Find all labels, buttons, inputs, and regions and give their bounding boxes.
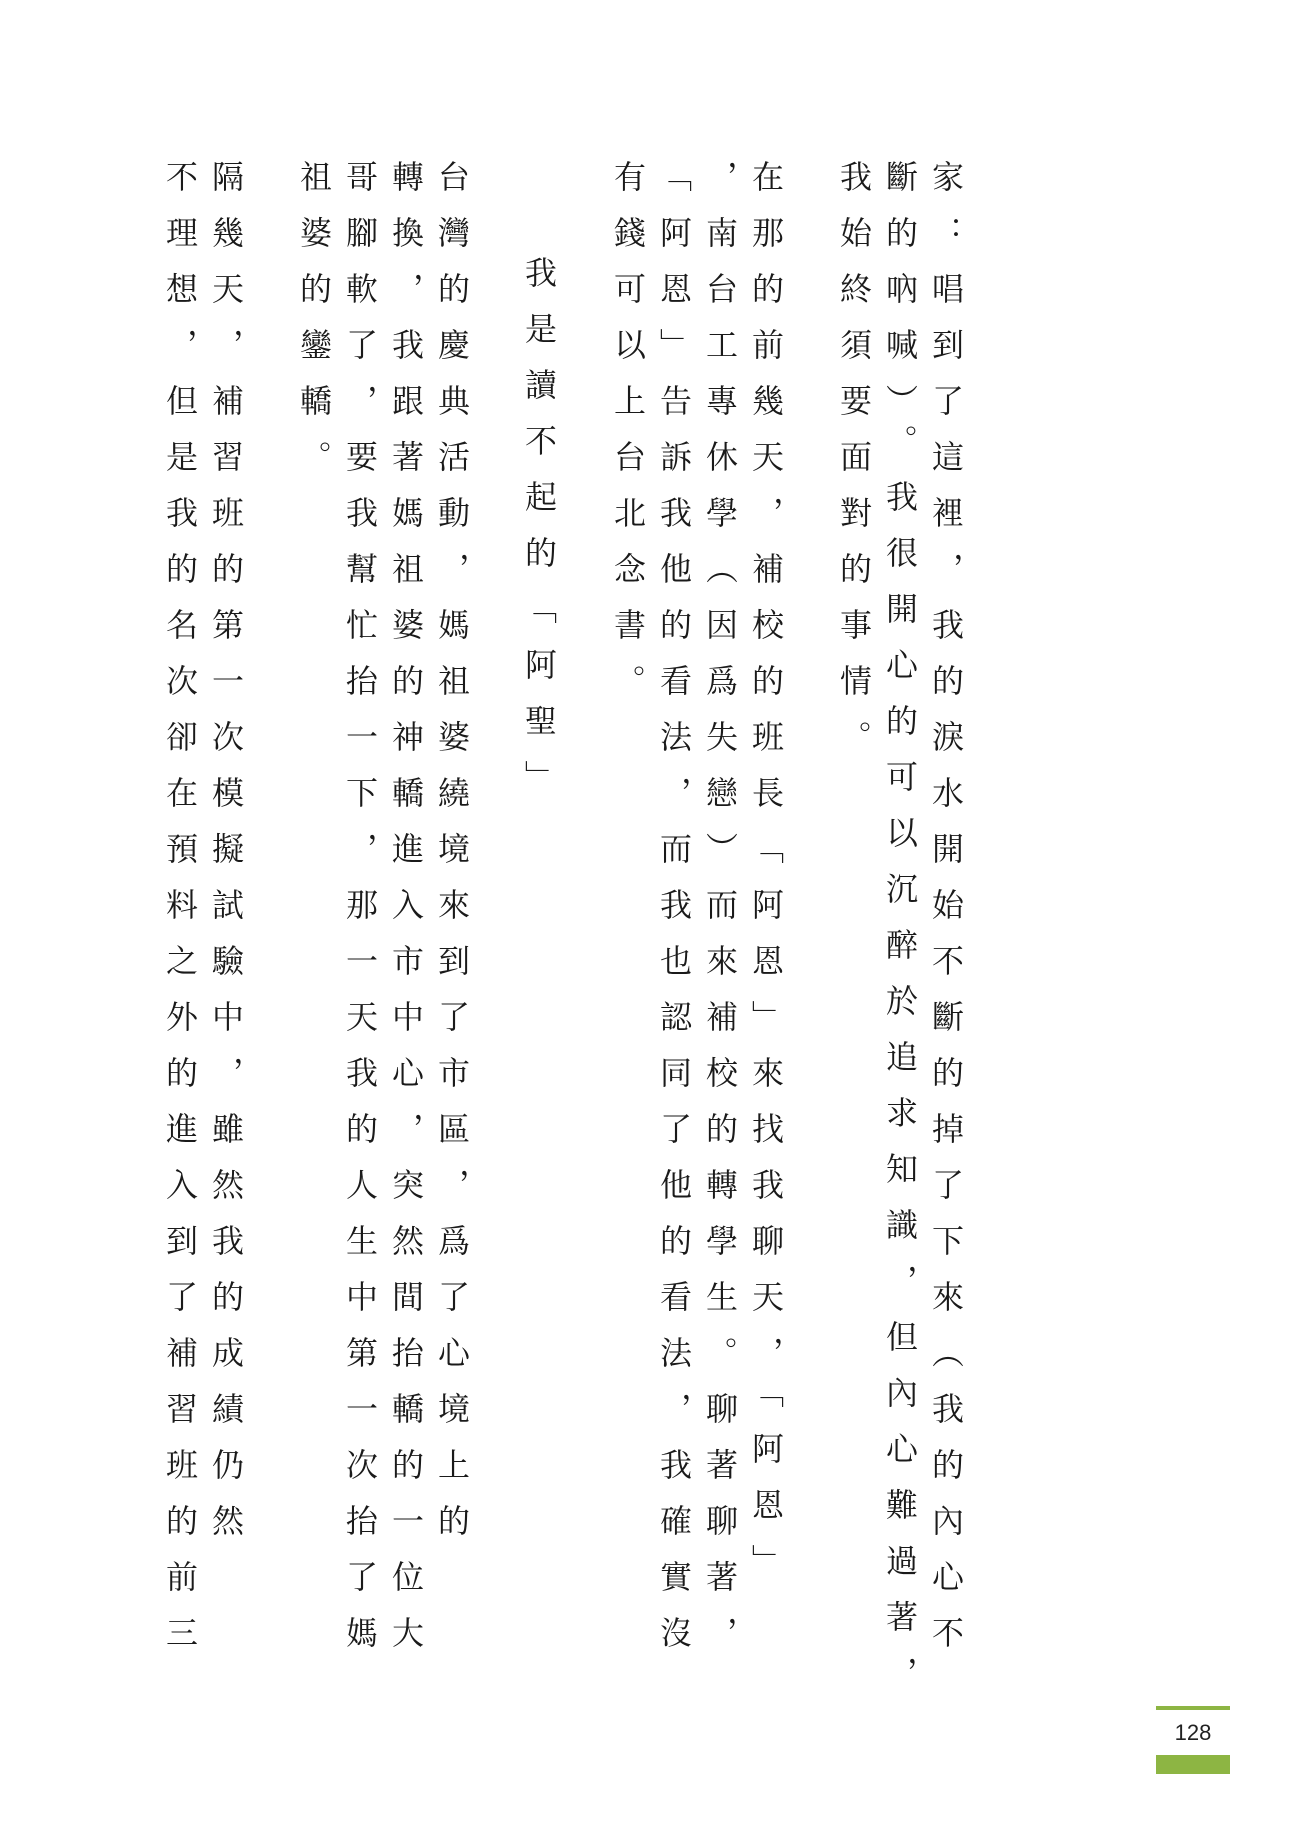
text-column: 台灣的慶典活動，媽祖婆繞境來到了市區，爲了心境上的 xyxy=(433,160,471,1560)
text-column: 隔幾天，補習班的第一次模擬試驗中，雖然我的成績仍然 xyxy=(207,160,245,1560)
text-column: 家：唱到了這裡，我的淚水開始不斷的掉了下來（我的內心不 xyxy=(927,160,965,1672)
text-column: 「阿恩」告訴我他的看法，而我也認同了他的看法，我確實沒 xyxy=(655,160,693,1672)
page-number-box xyxy=(1156,1706,1230,1774)
text-column: 在那的前幾天，補校的班長「阿恩」來找我聊天，「阿恩」 xyxy=(747,160,785,1600)
text-column: 我是讀不起的「阿聖」 xyxy=(520,256,558,816)
page-number-bar xyxy=(1156,1755,1230,1774)
text-column: 轉換，我跟著媽祖婆的神轎進入市中心，突然間抬轎的一位大 xyxy=(387,160,425,1672)
text-column: 不理想，但是我的名次卻在預料之外的進入到了補習班的前三 xyxy=(161,160,199,1672)
text-column: 祖婆的鑾轎。 xyxy=(295,160,333,496)
text-column: 我始終須要面對的事情。 xyxy=(835,160,873,776)
text-column: 哥腳軟了，要我幫忙抬一下，那一天我的人生中第一次抬了媽 xyxy=(341,160,379,1672)
text-column: ，南台工專休學（因爲失戀）而來補校的轉學生。聊著聊著， xyxy=(701,160,739,1672)
text-column: 斷的吶喊）。我很開心的可以沉醉於追求知識，但內心難過著， xyxy=(881,160,919,1712)
text-column: 有錢可以上台北念書。 xyxy=(609,160,647,720)
page-number: 128 xyxy=(1174,1720,1212,1745)
